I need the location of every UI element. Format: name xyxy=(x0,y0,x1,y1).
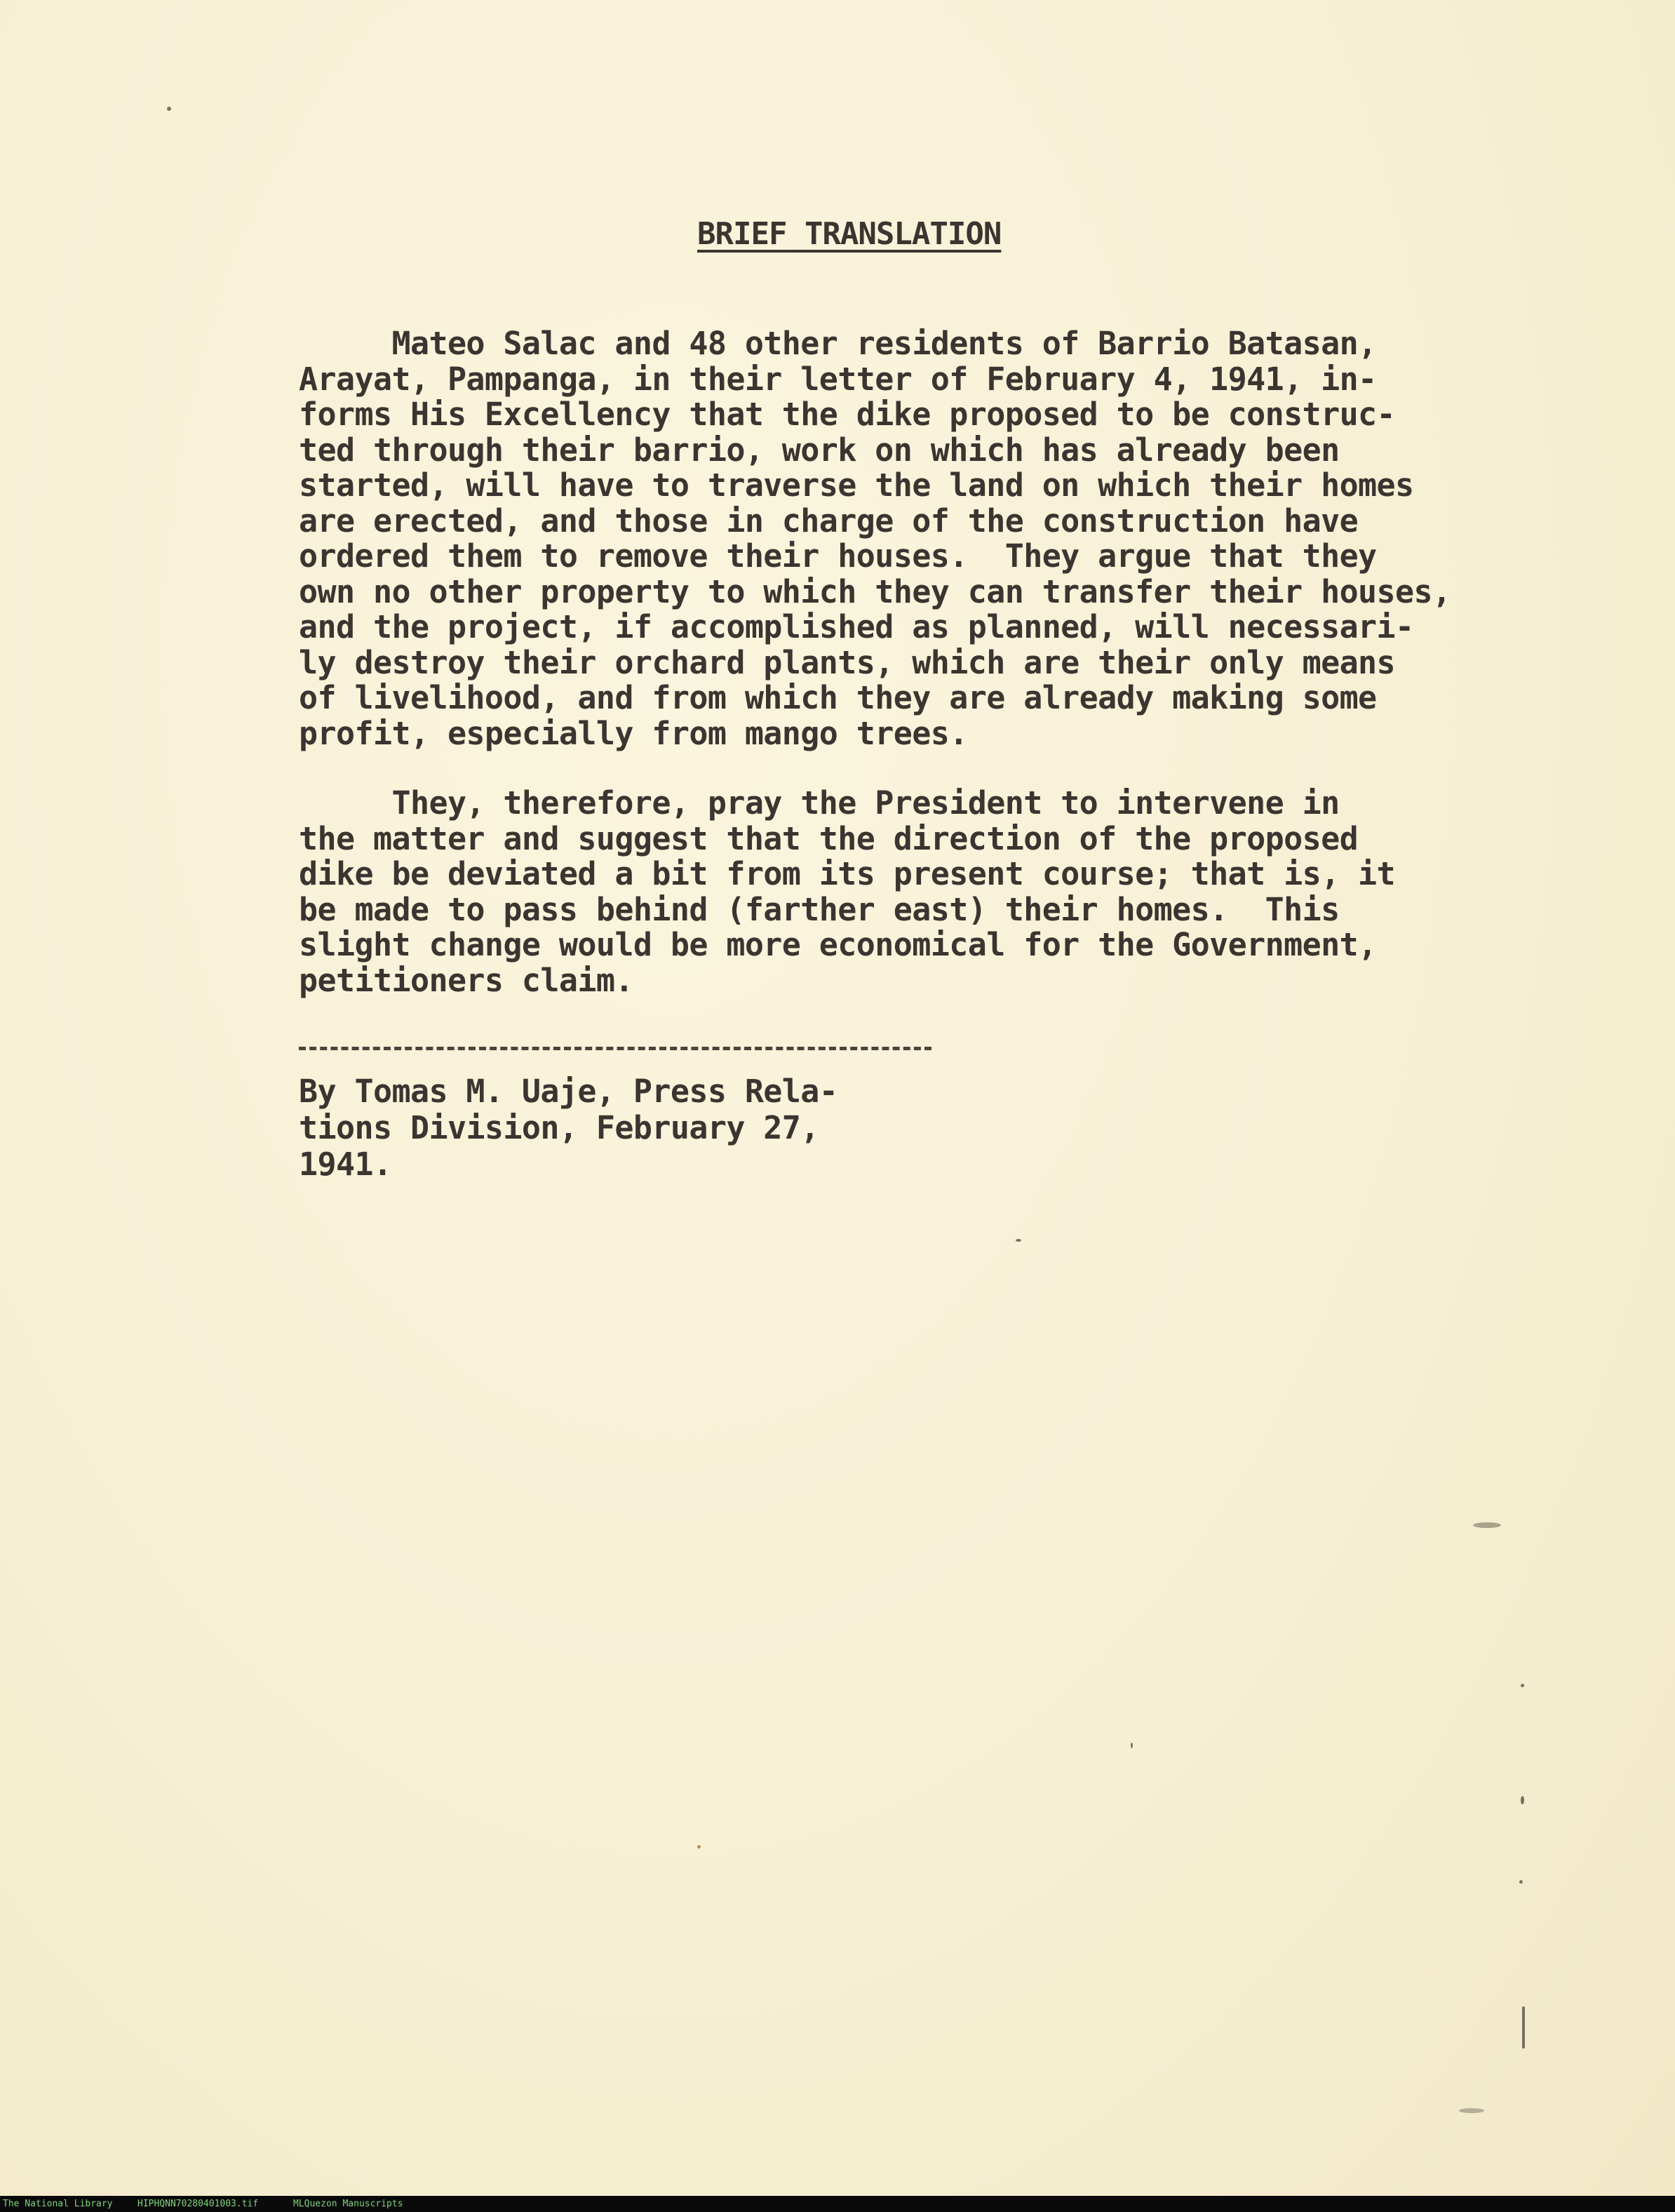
footer-filename: HIPHQNN70280401003.tif xyxy=(137,2199,259,2209)
paragraph-request: They, therefore, pray the President to intervene in the matter and suggest that the direction of the proposed dike be deviated a bit from its present course; that is, it be made to pass behind (farther east) their homes. This slight change would be more economical for the Government, petitioners claim. xyxy=(299,784,1396,999)
document-title: BRIEF TRANSLATION xyxy=(697,216,1002,252)
paper-speck xyxy=(1519,1880,1523,1884)
scan-footer-bar xyxy=(0,2196,1675,2212)
paper-speck xyxy=(1521,1796,1524,1804)
footer-library: The National Library xyxy=(3,2199,113,2209)
paper-speck xyxy=(167,107,171,111)
paragraph-petition: Mateo Salac and 48 other residents of Barrio Batasan, Arayat, Pampanga, in their letter of February 4, 1941, in- forms His Excellency that the dike proposed to be construc- ted through their barrio, work on which has already been started, will have to traverse the land on which their homes are erected, and those in charge of the construction have ordered them to remove their houses. They argue that they own no other property to which they can transfer their houses, and the project, if accomplished as planned, will necessari- ly destroy their orchard plants, which are their only means of livelihood, and from which they are already making some profit, especially from mango trees. xyxy=(299,325,1451,752)
paper-speck xyxy=(1016,1239,1021,1242)
paper-speck xyxy=(697,1845,701,1849)
paper-speck xyxy=(1522,2006,1525,2049)
paper-speck xyxy=(1473,1522,1501,1528)
paper-speck xyxy=(1131,1743,1133,1748)
signature-block: By Tomas M. Uaje, Press Rela- tions Division, February 27, 1941. xyxy=(299,1073,838,1183)
paper-speck xyxy=(1459,2108,1484,2113)
paper-speck xyxy=(1521,1684,1524,1687)
separator-rule xyxy=(299,1047,931,1050)
footer-collection: MLQuezon Manuscripts xyxy=(293,2199,403,2209)
